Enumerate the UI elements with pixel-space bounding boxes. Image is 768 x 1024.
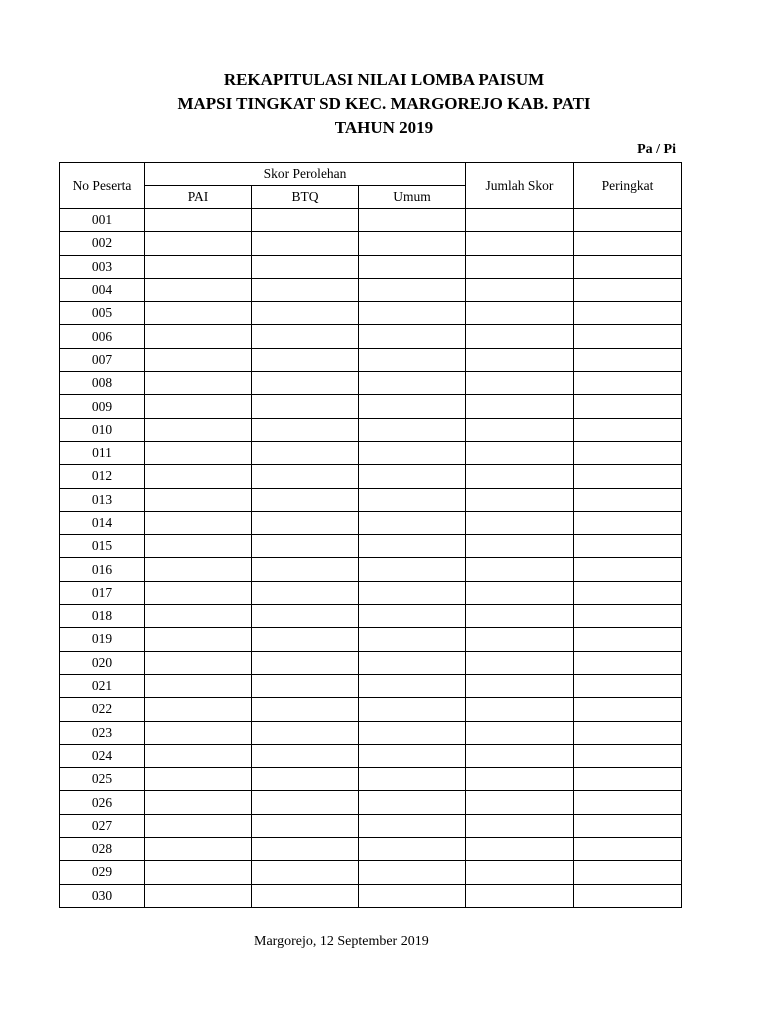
score-pai-cell	[145, 488, 252, 511]
score-pai-cell	[145, 255, 252, 278]
total-score-cell	[466, 861, 574, 884]
score-btq-cell	[252, 511, 359, 534]
score-umum-cell	[359, 884, 466, 907]
score-btq-cell	[252, 348, 359, 371]
table-row	[60, 372, 682, 395]
header-skor-perolehan: Skor Perolehan	[145, 163, 466, 186]
total-score-cell	[466, 744, 574, 767]
table-row	[60, 255, 682, 278]
table-row	[60, 488, 682, 511]
rank-cell	[574, 674, 682, 697]
score-pai-cell	[145, 395, 252, 418]
total-score-cell	[466, 372, 574, 395]
table-row	[60, 465, 682, 488]
score-btq-cell	[252, 605, 359, 628]
table-row	[60, 814, 682, 837]
participant-number: 003	[60, 255, 145, 278]
participant-number: 010	[60, 418, 145, 441]
score-pai-cell	[145, 372, 252, 395]
participant-number: 015	[60, 535, 145, 558]
participant-number: 027	[60, 814, 145, 837]
score-btq-cell	[252, 768, 359, 791]
total-score-cell	[466, 768, 574, 791]
total-score-cell	[466, 628, 574, 651]
score-btq-cell	[252, 698, 359, 721]
score-pai-cell	[145, 674, 252, 697]
rank-cell	[574, 744, 682, 767]
participant-number: 022	[60, 698, 145, 721]
total-score-cell	[466, 814, 574, 837]
participant-number: 001	[60, 209, 145, 232]
table-row	[60, 628, 682, 651]
table-row	[60, 418, 682, 441]
participant-number: 024	[60, 744, 145, 767]
document-title-line-3: TAHUN 2019	[334, 118, 434, 137]
table-row	[60, 535, 682, 558]
participant-number: 002	[60, 232, 145, 255]
score-pai-cell	[145, 511, 252, 534]
score-btq-cell	[252, 395, 359, 418]
table-row	[60, 581, 682, 604]
score-pai-cell	[145, 348, 252, 371]
participant-number: 007	[60, 348, 145, 371]
header-umum: Umum	[359, 186, 466, 209]
total-score-cell	[466, 605, 574, 628]
participant-number: 009	[60, 395, 145, 418]
score-umum-cell	[359, 511, 466, 534]
place-date: Margorejo, 12 September 2019	[254, 934, 429, 949]
score-table	[59, 162, 682, 908]
rank-cell	[574, 628, 682, 651]
score-pai-cell	[145, 581, 252, 604]
rank-cell	[574, 511, 682, 534]
score-umum-cell	[359, 535, 466, 558]
score-umum-cell	[359, 488, 466, 511]
participant-number: 021	[60, 674, 145, 697]
table-row	[60, 674, 682, 697]
score-pai-cell	[145, 651, 252, 674]
participant-number: 018	[60, 605, 145, 628]
score-btq-cell	[252, 488, 359, 511]
participant-number: 008	[60, 372, 145, 395]
score-btq-cell	[252, 418, 359, 441]
table-row	[60, 302, 682, 325]
score-pai-cell	[145, 325, 252, 348]
participant-number: 030	[60, 884, 145, 907]
total-score-cell	[466, 441, 574, 464]
rank-cell	[574, 721, 682, 744]
participant-number: 006	[60, 325, 145, 348]
score-pai-cell	[145, 628, 252, 651]
score-pai-cell	[145, 209, 252, 232]
rank-cell	[574, 698, 682, 721]
rank-cell	[574, 465, 682, 488]
score-umum-cell	[359, 372, 466, 395]
rank-cell	[574, 209, 682, 232]
score-pai-cell	[145, 861, 252, 884]
score-btq-cell	[252, 861, 359, 884]
score-btq-cell	[252, 884, 359, 907]
participant-number: 011	[60, 441, 145, 464]
table-row	[60, 884, 682, 907]
score-btq-cell	[252, 651, 359, 674]
score-umum-cell	[359, 744, 466, 767]
rank-cell	[574, 861, 682, 884]
total-score-cell	[466, 558, 574, 581]
rank-cell	[574, 395, 682, 418]
total-score-cell	[466, 325, 574, 348]
score-pai-cell	[145, 535, 252, 558]
score-pai-cell	[145, 698, 252, 721]
score-umum-cell	[359, 674, 466, 697]
score-umum-cell	[359, 721, 466, 744]
participant-number: 016	[60, 558, 145, 581]
document-title-line-1: REKAPITULASI NILAI LOMBA PAISUM	[223, 70, 545, 89]
rank-cell	[574, 558, 682, 581]
table-row	[60, 511, 682, 534]
score-pai-cell	[145, 721, 252, 744]
score-pai-cell	[145, 232, 252, 255]
document-title-line-2: MAPSI TINGKAT SD KEC. MARGOREJO KAB. PATI	[177, 94, 591, 113]
participant-number: 028	[60, 838, 145, 861]
table-row	[60, 325, 682, 348]
header-peringkat: Peringkat	[574, 163, 682, 209]
score-btq-cell	[252, 209, 359, 232]
rank-cell	[574, 418, 682, 441]
total-score-cell	[466, 465, 574, 488]
score-btq-cell	[252, 372, 359, 395]
table-row	[60, 838, 682, 861]
table-row	[60, 721, 682, 744]
total-score-cell	[466, 698, 574, 721]
score-umum-cell	[359, 418, 466, 441]
score-umum-cell	[359, 278, 466, 301]
score-btq-cell	[252, 791, 359, 814]
score-btq-cell	[252, 721, 359, 744]
table-row	[60, 791, 682, 814]
table-row	[60, 768, 682, 791]
total-score-cell	[466, 838, 574, 861]
participant-number: 012	[60, 465, 145, 488]
score-btq-cell	[252, 581, 359, 604]
participant-number: 017	[60, 581, 145, 604]
score-btq-cell	[252, 628, 359, 651]
total-score-cell	[466, 884, 574, 907]
table-row	[60, 278, 682, 301]
score-umum-cell	[359, 209, 466, 232]
participant-number: 019	[60, 628, 145, 651]
rank-cell	[574, 884, 682, 907]
participant-number: 025	[60, 768, 145, 791]
total-score-cell	[466, 232, 574, 255]
score-pai-cell	[145, 441, 252, 464]
score-btq-cell	[252, 814, 359, 837]
participant-number: 013	[60, 488, 145, 511]
score-pai-cell	[145, 605, 252, 628]
score-pai-cell	[145, 884, 252, 907]
header-jumlah-skor: Jumlah Skor	[466, 163, 574, 209]
total-score-cell	[466, 535, 574, 558]
table-row	[60, 348, 682, 371]
table-row	[60, 861, 682, 884]
rank-cell	[574, 814, 682, 837]
score-pai-cell	[145, 418, 252, 441]
score-btq-cell	[252, 325, 359, 348]
participant-number: 029	[60, 861, 145, 884]
table-row	[60, 651, 682, 674]
total-score-cell	[466, 209, 574, 232]
score-umum-cell	[359, 465, 466, 488]
table-row	[60, 441, 682, 464]
score-umum-cell	[359, 838, 466, 861]
score-umum-cell	[359, 814, 466, 837]
score-umum-cell	[359, 325, 466, 348]
score-btq-cell	[252, 302, 359, 325]
total-score-cell	[466, 791, 574, 814]
total-score-cell	[466, 721, 574, 744]
participant-number: 020	[60, 651, 145, 674]
score-umum-cell	[359, 698, 466, 721]
participant-number: 014	[60, 511, 145, 534]
rank-cell	[574, 581, 682, 604]
rank-cell	[574, 605, 682, 628]
score-btq-cell	[252, 674, 359, 697]
total-score-cell	[466, 418, 574, 441]
score-umum-cell	[359, 628, 466, 651]
score-pai-cell	[145, 814, 252, 837]
rank-cell	[574, 278, 682, 301]
score-umum-cell	[359, 441, 466, 464]
score-btq-cell	[252, 255, 359, 278]
rank-cell	[574, 488, 682, 511]
score-umum-cell	[359, 232, 466, 255]
score-btq-cell	[252, 441, 359, 464]
total-score-cell	[466, 278, 574, 301]
participant-number: 004	[60, 278, 145, 301]
score-pai-cell	[145, 791, 252, 814]
score-pai-cell	[145, 465, 252, 488]
total-score-cell	[466, 395, 574, 418]
participant-number: 026	[60, 791, 145, 814]
participant-number: 023	[60, 721, 145, 744]
rank-cell	[574, 838, 682, 861]
total-score-cell	[466, 255, 574, 278]
score-btq-cell	[252, 838, 359, 861]
category-label: Pa / Pi	[637, 142, 676, 157]
score-pai-cell	[145, 278, 252, 301]
table-row	[60, 558, 682, 581]
rank-cell	[574, 372, 682, 395]
rank-cell	[574, 255, 682, 278]
score-pai-cell	[145, 838, 252, 861]
total-score-cell	[466, 674, 574, 697]
table-row	[60, 209, 682, 232]
score-btq-cell	[252, 744, 359, 767]
score-umum-cell	[359, 605, 466, 628]
total-score-cell	[466, 302, 574, 325]
score-umum-cell	[359, 255, 466, 278]
total-score-cell	[466, 511, 574, 534]
table-row	[60, 698, 682, 721]
rank-cell	[574, 302, 682, 325]
total-score-cell	[466, 348, 574, 371]
table-row	[60, 395, 682, 418]
rank-cell	[574, 325, 682, 348]
rank-cell	[574, 441, 682, 464]
rank-cell	[574, 348, 682, 371]
score-umum-cell	[359, 395, 466, 418]
rank-cell	[574, 768, 682, 791]
score-umum-cell	[359, 791, 466, 814]
score-umum-cell	[359, 768, 466, 791]
table-body	[60, 209, 682, 908]
score-btq-cell	[252, 232, 359, 255]
score-pai-cell	[145, 768, 252, 791]
score-pai-cell	[145, 558, 252, 581]
score-btq-cell	[252, 535, 359, 558]
rank-cell	[574, 232, 682, 255]
header-pai: PAI	[145, 186, 252, 209]
score-umum-cell	[359, 651, 466, 674]
score-pai-cell	[145, 744, 252, 767]
score-umum-cell	[359, 302, 466, 325]
table-row	[60, 744, 682, 767]
score-umum-cell	[359, 581, 466, 604]
rank-cell	[574, 651, 682, 674]
table-row	[60, 605, 682, 628]
total-score-cell	[466, 651, 574, 674]
score-btq-cell	[252, 558, 359, 581]
score-btq-cell	[252, 278, 359, 301]
total-score-cell	[466, 488, 574, 511]
header-no-peserta: No Peserta	[60, 163, 145, 209]
score-umum-cell	[359, 348, 466, 371]
table-row	[60, 232, 682, 255]
score-btq-cell	[252, 465, 359, 488]
score-umum-cell	[359, 861, 466, 884]
score-pai-cell	[145, 302, 252, 325]
rank-cell	[574, 535, 682, 558]
rank-cell	[574, 791, 682, 814]
participant-number: 005	[60, 302, 145, 325]
header-btq: BTQ	[252, 186, 359, 209]
score-umum-cell	[359, 558, 466, 581]
total-score-cell	[466, 581, 574, 604]
